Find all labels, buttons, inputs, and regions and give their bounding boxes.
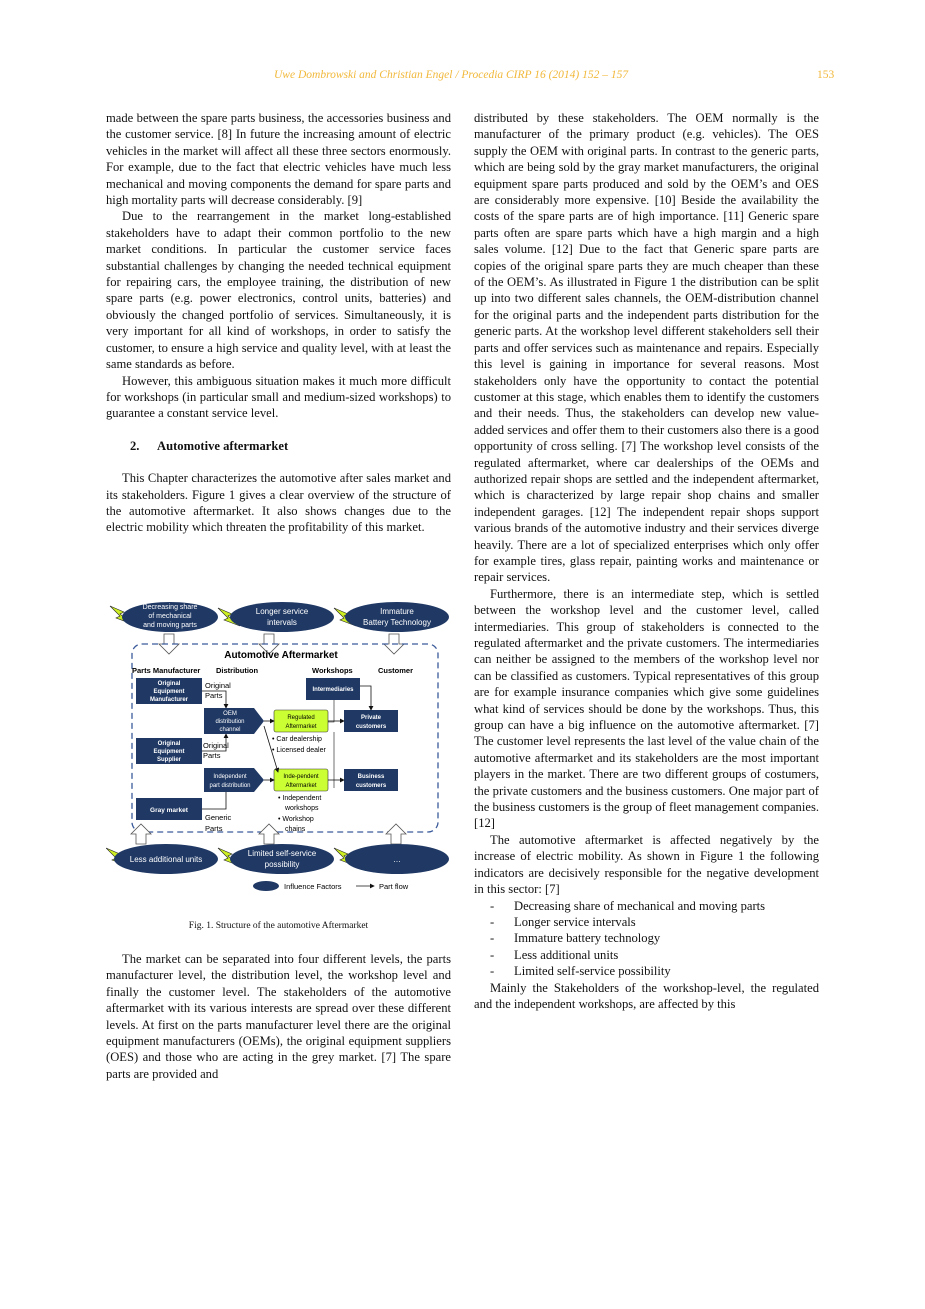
list-item: - Limited self-service possibility <box>490 964 671 979</box>
bullet-item: • Licensed dealer <box>272 747 326 754</box>
list-item: - Longer service intervals <box>490 914 636 929</box>
part-label: Parts <box>205 691 223 700</box>
part-label: Generic <box>205 813 232 822</box>
level-label: Customer <box>378 666 414 675</box>
level-label: Workshops <box>312 666 353 675</box>
box-label: Original <box>157 741 181 747</box>
box-label: customers <box>355 724 387 730</box>
box-label: Equipment <box>153 689 185 695</box>
list-item: - Immature battery technology <box>490 931 661 946</box>
figure-caption: Fig. 1. Structure of the automotive Aftermarket <box>188 921 369 931</box>
paragraph: made between the spare parts business, the accessories business and the customer service. [8] In future the increasing amount of electric vehicles in the market will affect all these three sectors enormously. For example, due to the fact that electric vehicles have much less mechanical and moving components the demand for spare parts and high mortality parts will decrease considerably. [9] <box>106 111 451 208</box>
box-label: channel <box>219 727 241 733</box>
factor-label: … <box>393 855 401 864</box>
legend-influence-swatch <box>253 881 279 891</box>
running-title: Uwe Dombrowski and Christian Engel / Procedia CIRP 16 (2014) 152 – 157 <box>274 69 629 81</box>
box-label: Independent <box>213 774 247 780</box>
factor-label: possibility <box>264 860 300 869</box>
box-label: Supplier <box>156 757 182 763</box>
box-label: distribution <box>215 719 245 725</box>
section-title: Automotive aftermarket <box>157 438 289 453</box>
paragraph: Furthermore, there is an intermediate step, which is settled between the workshop level and the customer level, called intermediaries. This group of stakeholders is connected to the regulated aftermarket and the private customers. The intermediaries can neither be assigned to the members of the workshop level nor can be classified as customers. Typical representatives of this group are for example insurance companies which give some guidelines what kind of services should be done by the workshops. Thus, this group can have a big influence on the automotive aftermarket. [7] The customer level represents the last level of the value chain of the automotive aftermarket and its stakeholders are the most important players in the market. There are two different groups of costumers, the private customers and the business customers. One major part of the business customers is the group of fleet management companies. [12] <box>474 586 819 831</box>
list-item: - Decreasing share of mechanical and moving parts <box>490 898 766 913</box>
left-column <box>106 110 451 536</box>
box-label: Inde-pendent <box>283 774 319 780</box>
box-label: Private <box>360 715 382 721</box>
diagram-title: Automotive Aftermarket <box>224 650 338 661</box>
running-header <box>0 69 925 85</box>
section-heading <box>106 438 451 454</box>
box-label: Aftermarket <box>285 783 317 789</box>
box-label: Aftermarket <box>285 724 317 730</box>
level-label: Distribution <box>216 666 259 675</box>
factor-label: Battery Technology <box>363 618 431 627</box>
paragraph: This Chapter characterizes the automotive after sales market and its stakeholders. Figure 1 gives a clear overview of the structure of the automotive aftermarket. It also shows changes due to the electric mobility which threaten the profitability of this market. <box>106 471 451 535</box>
bullet-item: • Workshop <box>278 816 314 823</box>
factor-label: Decreasing share <box>142 604 198 611</box>
box-label: Intermediaries <box>312 687 354 693</box>
left-column-lower <box>106 951 451 1082</box>
box-label: OEM <box>223 711 237 717</box>
part-label: Parts <box>205 824 223 833</box>
page-number: 153 <box>817 69 835 81</box>
box-label: Business <box>357 774 385 780</box>
box-label: customers <box>355 783 387 789</box>
right-column <box>474 110 819 1012</box>
box-label: Original <box>157 681 181 687</box>
box-label: Gray market <box>150 807 188 814</box>
figure-aftermarket-structure <box>106 598 451 898</box>
factor-label: Limited self-service <box>247 849 317 858</box>
factor-label: Longer service <box>255 607 309 616</box>
paragraph: The market can be separated into four different levels, the parts manufacturer level, the distribution level, the workshop level and finally the customer level. The stakeholders of the automotive aftermarket with its various interests are spread over these different levels. At first on the parts manufacturer level there are the original equipment manufacturers (OEMs), the original equipment suppliers (OES) and those who are acting in the grey market. [7] The spare parts are provided and <box>106 952 451 1081</box>
factor-label: Less additional units <box>129 855 203 864</box>
factor-label: and moving parts <box>143 622 197 629</box>
part-label: Parts <box>203 751 221 760</box>
paragraph: Due to the rearrangement in the market long-established stakeholders have to adapt their common portfolio to the new market conditions. In particular the customer service faces substantial challenges by changing the needed technical equipment for repairing cars, the employee training, the distribution of new spare parts (e.g. power electronics, control units, batteries) and obviously the changed portfolio of services. Simultaneously, it is very important for all kind of workshops, in order to satisfy the customer, to ensure a high service and quality level, with at least the same standards as before. <box>106 209 451 372</box>
box-label: Manufacturer <box>149 697 189 703</box>
paragraph: Mainly the Stakeholders of the workshop-level, the regulated and the independent workshops, are affected by this <box>474 980 819 1011</box>
bullet-item: • Independent <box>278 795 322 802</box>
list-item: - Less additional units <box>490 947 619 962</box>
section-number: 2. <box>130 438 140 453</box>
factor-label: intervals <box>267 618 297 627</box>
paragraph: However, this ambiguous situation makes it much more difficult for workshops (in particular small and medium-sized workshops) to guarantee a constant service level. <box>106 373 451 421</box>
factor-label: of mechanical <box>148 613 192 620</box>
bullet-item: • Car dealership <box>272 736 322 743</box>
paragraph: distributed by these stakeholders. The OEM normally is the manufacturer of the primary product (e.g. vehicles). The OES supply the OEM with original parts. In contrast to the generic parts, which are being sold by the gray market manufacturers, the original equipment spare parts produced and sold by the OEM’s and OES are considerably more expensive. [10] Beside the availability the costs of the spare parts are of high importance. [11] Generic spare parts often are spare parts which have a high margin and a high sales volume. [12] Due to the fact that Generic spare parts are copies of the original spare parts they are much cheaper than these of the OEM’s. As illustrated in Figure 1 the distribution can be split up into two different sales channels, the OEM-distribution channel for the original parts and the independent parts distribution for the generic parts. At the workshop level different stakeholders sell their parts and offer services such as maintenance and repairs. Especially this level is gaining in importance for several reasons. Most stakeholders only have the opportunity to contact the potential customer at this stage, which enables them to identify the customers and their needs. Thus, the stakeholders can develop new value-added services and offer them to their customers also there is a good opportunity of cross selling. [7] The workshop level consists of the regulated aftermarket, where car dealerships of the OEMs and authorized repair shops are settled and the independent aftermarket, which is characterized by large repair shop chains and smaller independent garages. [12] The independent repair shops support various brands of the automotive industry and their services diverge heavily. There are a lot of specialized enterprises which only offer for example tires, glass repair, painting works and maintenance or repair services. <box>474 111 819 585</box>
legend-label: Influence Factors <box>284 882 342 891</box>
box-label: part distribution <box>209 783 251 789</box>
factor-label: Immature <box>380 607 414 616</box>
part-label: Original <box>203 741 229 750</box>
bullet-item: chains <box>285 826 306 833</box>
legend-label: Part flow <box>379 882 409 891</box>
indicator-list <box>474 898 819 980</box>
part-label: Original <box>205 681 231 690</box>
paragraph: The automotive aftermarket is affected negatively by the increase of electric mobility. As shown in Figure 1 the following indicators are decisively responsible for the negative development in this sector: [7] <box>474 832 819 897</box>
bullet-item: workshops <box>285 805 319 812</box>
level-label: Parts Manufacturer <box>132 666 201 675</box>
box-label: Equipment <box>153 749 185 755</box>
box-label: Regulated <box>287 715 315 721</box>
